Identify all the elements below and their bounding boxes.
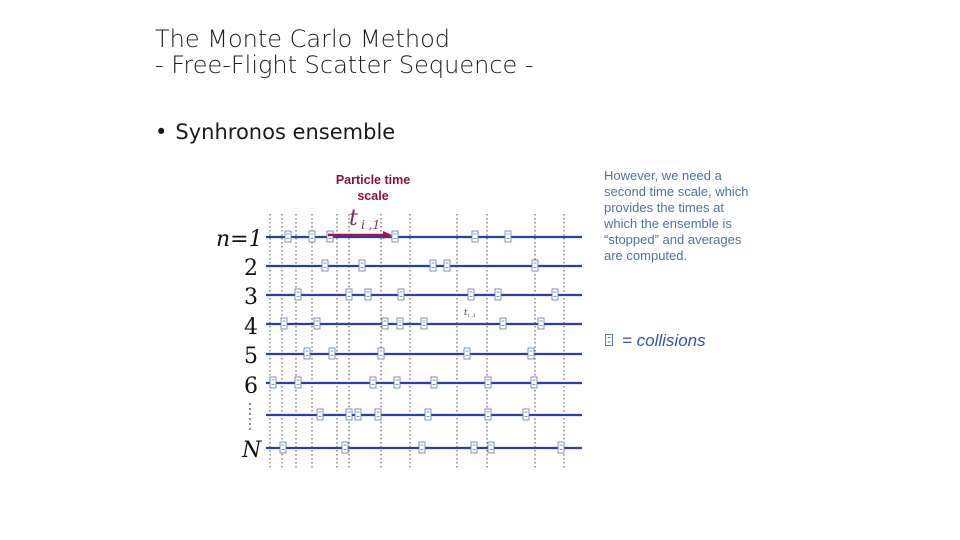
- explanation-note: However, we need a second time scale, which provides the times at which the ensemble is “stopped” and averages are computed.: [604, 168, 749, 263]
- row-label-4: 4: [244, 315, 258, 340]
- collision-marker: [558, 442, 564, 453]
- small-time-label: t: [464, 308, 468, 317]
- collision-marker: [505, 231, 511, 242]
- collision-marker: [295, 377, 301, 388]
- collision-marker: [346, 289, 352, 300]
- row-label-6: 6: [244, 374, 258, 399]
- collision-marker: [346, 409, 352, 420]
- collision-marker: [355, 409, 361, 420]
- vertical-time-gridlines: [270, 214, 564, 470]
- collision-marker: [322, 260, 328, 271]
- collision-marker: [398, 289, 404, 300]
- legend-collision-icon: [606, 335, 613, 346]
- collision-marker: [500, 318, 506, 329]
- collision-marker: [375, 409, 381, 420]
- row-label-2: 2: [244, 256, 258, 281]
- row-labels: [216, 227, 263, 463]
- title-line-2: - Free-Flight Scatter Sequence -: [155, 51, 534, 79]
- collision-marker: [317, 409, 323, 420]
- collision-marker: [280, 442, 286, 453]
- collision-marker: [270, 377, 276, 388]
- collision-marker: [359, 260, 365, 271]
- collision-marker: [538, 318, 544, 329]
- collision-marker: [488, 442, 494, 453]
- collision-marker: [382, 318, 388, 329]
- row-label-5: 5: [244, 344, 258, 369]
- collision-marker: [485, 377, 491, 388]
- collision-marker: [397, 318, 403, 329]
- row-label-3: 3: [244, 285, 258, 310]
- bullet-dot-icon: •: [155, 120, 168, 144]
- bullet-text: Synhronos ensemble: [175, 120, 396, 144]
- collision-marker: [392, 231, 398, 242]
- legend-label: = collisions: [622, 331, 706, 350]
- figure-heading-line-2: scale: [357, 189, 389, 203]
- collision-marker: [430, 260, 436, 271]
- collision-marker: [342, 442, 348, 453]
- collision-marker: [295, 289, 301, 300]
- collision-marker: [532, 260, 538, 271]
- collision-marker: [552, 289, 558, 300]
- collision-marker: [304, 348, 310, 359]
- collision-marker: [523, 409, 529, 420]
- collision-marker: [431, 377, 437, 388]
- collision-marker: [425, 409, 431, 420]
- collision-marker: [378, 348, 384, 359]
- collision-marker: [444, 260, 450, 271]
- time-label: t: [349, 206, 358, 231]
- collision-marker: [285, 231, 291, 242]
- collision-marker: [528, 348, 534, 359]
- ellipsis-dots-icon: [249, 403, 251, 430]
- row-label-n: N: [242, 438, 262, 463]
- collision-markers: [270, 231, 564, 453]
- collision-marker: [327, 231, 333, 242]
- time-label-subscript: i ,1: [361, 218, 381, 232]
- figure-heading-line-1: Particle time: [335, 173, 411, 187]
- collision-marker: [281, 318, 287, 329]
- collision-marker: [370, 377, 376, 388]
- collision-marker: [365, 289, 371, 300]
- collision-marker: [471, 442, 477, 453]
- title-line-1: The Monte Carlo Method: [155, 25, 450, 53]
- collision-marker: [314, 318, 320, 329]
- collision-marker: [495, 289, 501, 300]
- collision-marker: [464, 348, 470, 359]
- collision-marker: [394, 377, 400, 388]
- collision-marker: [421, 318, 427, 329]
- collision-marker: [329, 348, 335, 359]
- collision-marker: [531, 377, 537, 388]
- collision-marker: [419, 442, 425, 453]
- row-label-1: n=1: [216, 227, 263, 252]
- collision-marker: [485, 409, 491, 420]
- collision-marker: [468, 289, 474, 300]
- collision-marker: [309, 231, 315, 242]
- small-time-label-subscript: i ,1: [468, 313, 476, 319]
- collision-marker: [472, 231, 478, 242]
